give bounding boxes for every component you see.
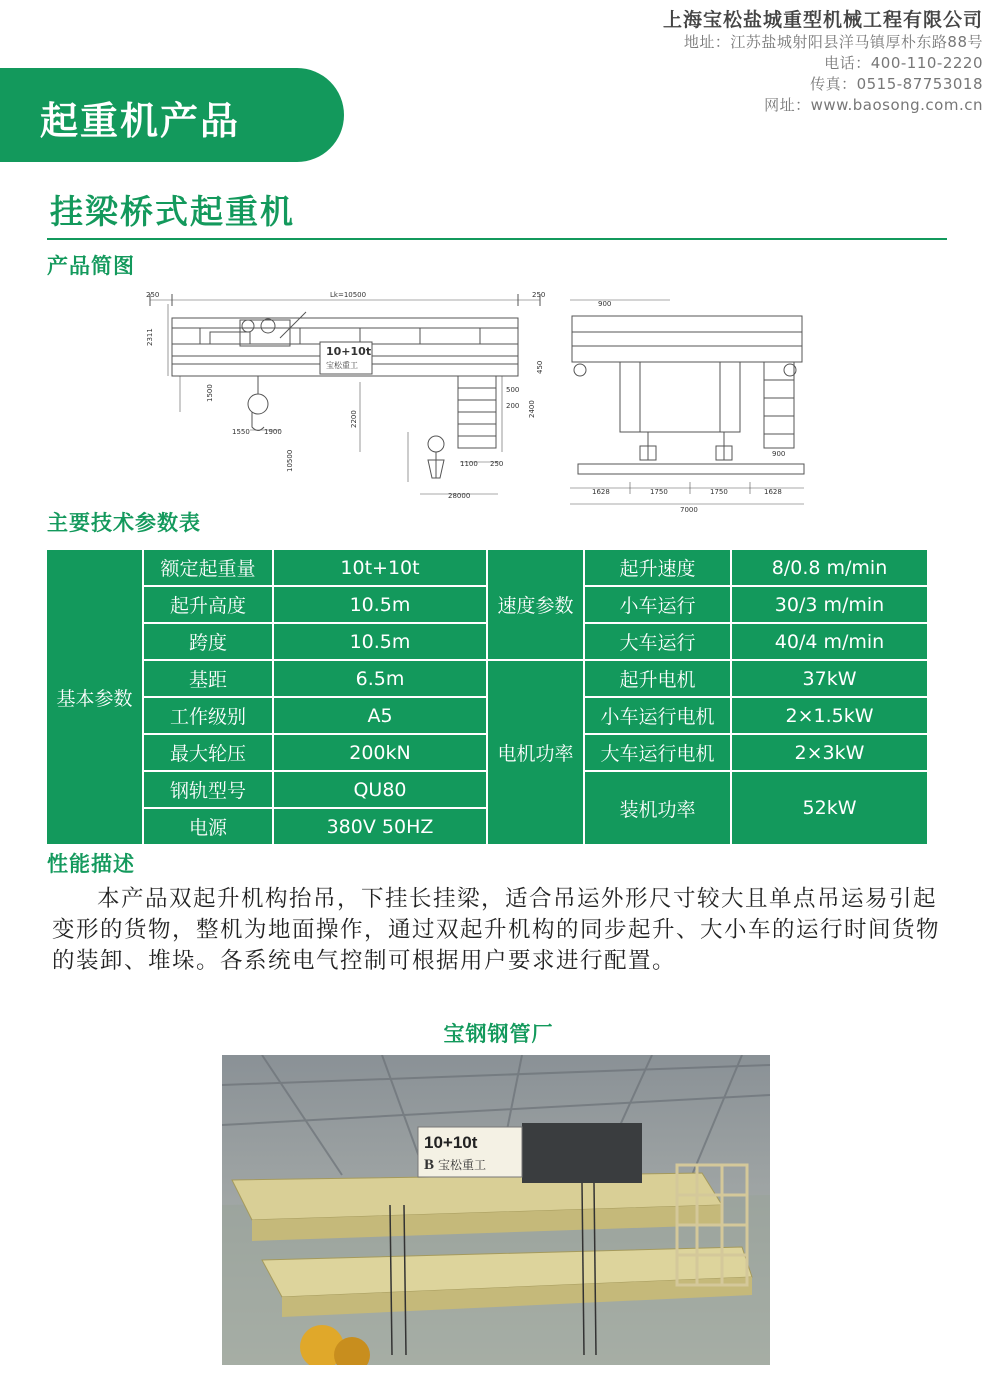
drawing-label: 1500	[206, 384, 214, 402]
drawing-label: 1750	[710, 488, 728, 496]
basic-label: 最大轮压	[143, 734, 273, 771]
group-speed: 速度参数	[487, 549, 584, 660]
basic-label: 起升高度	[143, 586, 273, 623]
drawing-label: 500	[506, 386, 520, 394]
drawing-label: 2400	[528, 400, 536, 418]
title-divider	[47, 238, 947, 240]
drawing-label: 200	[506, 402, 520, 410]
basic-label: 工作级别	[143, 697, 273, 734]
crane-photo	[222, 1055, 770, 1365]
drawing-label: 900	[772, 450, 786, 458]
group-basic: 基本参数	[46, 549, 143, 845]
motor-value: 52kW	[731, 771, 928, 845]
drawing-label: 250	[490, 460, 504, 468]
photo-sign-brand: 宝松重工	[438, 1158, 487, 1172]
motor-value: 2×1.5kW	[731, 697, 928, 734]
category-title: 起重机产品	[40, 99, 241, 143]
drawing-label: 10+10t	[326, 345, 372, 358]
photo-sign-main: 10+10t	[424, 1133, 478, 1152]
motor-label: 装机功率	[584, 771, 731, 845]
drawing-label: 28000	[448, 492, 471, 500]
company-info	[663, 8, 983, 116]
basic-value: 10.5m	[273, 586, 487, 623]
basic-label: 额定起重量	[143, 549, 273, 586]
company-website: 网址：www.baosong.com.cn	[764, 96, 983, 114]
drawing-label: 1900	[264, 428, 282, 436]
basic-value: 10.5m	[273, 623, 487, 660]
drawing-label: 1628	[764, 488, 782, 496]
company-fax: 传真：0515-87753018	[810, 75, 983, 93]
drawing-label: 7000	[680, 506, 698, 514]
drawing-label: 1100	[460, 460, 478, 468]
basic-label: 基距	[143, 660, 273, 697]
diagram-heading: 产品简图	[47, 254, 135, 278]
drawing-label: 250	[146, 291, 160, 299]
photo-sign-logo: B	[424, 1157, 435, 1173]
drawing-label: 1750	[650, 488, 668, 496]
speed-value: 8/0.8 m/min	[731, 549, 928, 586]
performance-heading: 性能描述	[47, 852, 135, 876]
speed-value: 30/3 m/min	[731, 586, 928, 623]
company-phone: 电话：400-110-2220	[824, 54, 983, 72]
basic-value: 6.5m	[273, 660, 487, 697]
basic-value: 10t+10t	[273, 549, 487, 586]
group-motor: 电机功率	[487, 660, 584, 845]
drawing-label: 1628	[592, 488, 610, 496]
drawing-label: Lk=10500	[330, 291, 367, 299]
speed-label: 小车运行	[584, 586, 731, 623]
motor-label: 起升电机	[584, 660, 731, 697]
speed-value: 40/4 m/min	[731, 623, 928, 660]
drawing-label: 宝松重工	[326, 361, 358, 370]
drawing-label: 450	[536, 360, 544, 374]
drawing-label: 2200	[350, 410, 358, 428]
motor-value: 37kW	[731, 660, 928, 697]
motor-label: 大车运行电机	[584, 734, 731, 771]
basic-value: 380V 50HZ	[273, 808, 487, 845]
speed-label: 大车运行	[584, 623, 731, 660]
table-row	[46, 660, 928, 697]
crane-technical-drawing	[140, 282, 820, 518]
basic-value: 200kN	[273, 734, 487, 771]
drawing-label: 10500	[286, 449, 294, 472]
speed-label: 起升速度	[584, 549, 731, 586]
motor-label: 小车运行电机	[584, 697, 731, 734]
drawing-label: 2311	[146, 328, 154, 346]
product-title: 挂梁桥式起重机	[50, 192, 295, 231]
drawing-label: 250	[532, 291, 546, 299]
basic-label: 电源	[143, 808, 273, 845]
photo-caption: 宝钢钢管厂	[443, 1022, 554, 1046]
drawing-label: 900	[598, 300, 612, 308]
basic-label: 跨度	[143, 623, 273, 660]
performance-description: 本产品双起升机构抬吊，下挂长挂梁，适合吊运外形尺寸较大且单点吊运易引起变形的货物，整机为地面操作，通过双起升机构的同步起升、大小车的运行时间货物的装卸、堆垛。各系统电气控制可根据用户要求进行配置。	[52, 886, 941, 974]
motor-value: 2×3kW	[731, 734, 928, 771]
params-heading: 主要技术参数表	[47, 511, 201, 535]
company-address: 地址：江苏盐城射阳县洋马镇厚朴东路88号	[683, 33, 983, 51]
basic-label: 钢轨型号	[143, 771, 273, 808]
basic-value: A5	[273, 697, 487, 734]
company-name: 上海宝松盐城重型机械工程有限公司	[662, 9, 983, 31]
basic-value: QU80	[273, 771, 487, 808]
spec-table	[45, 548, 929, 846]
table-row	[46, 549, 928, 586]
drawing-label: 1550	[232, 428, 250, 436]
category-banner	[0, 68, 344, 162]
